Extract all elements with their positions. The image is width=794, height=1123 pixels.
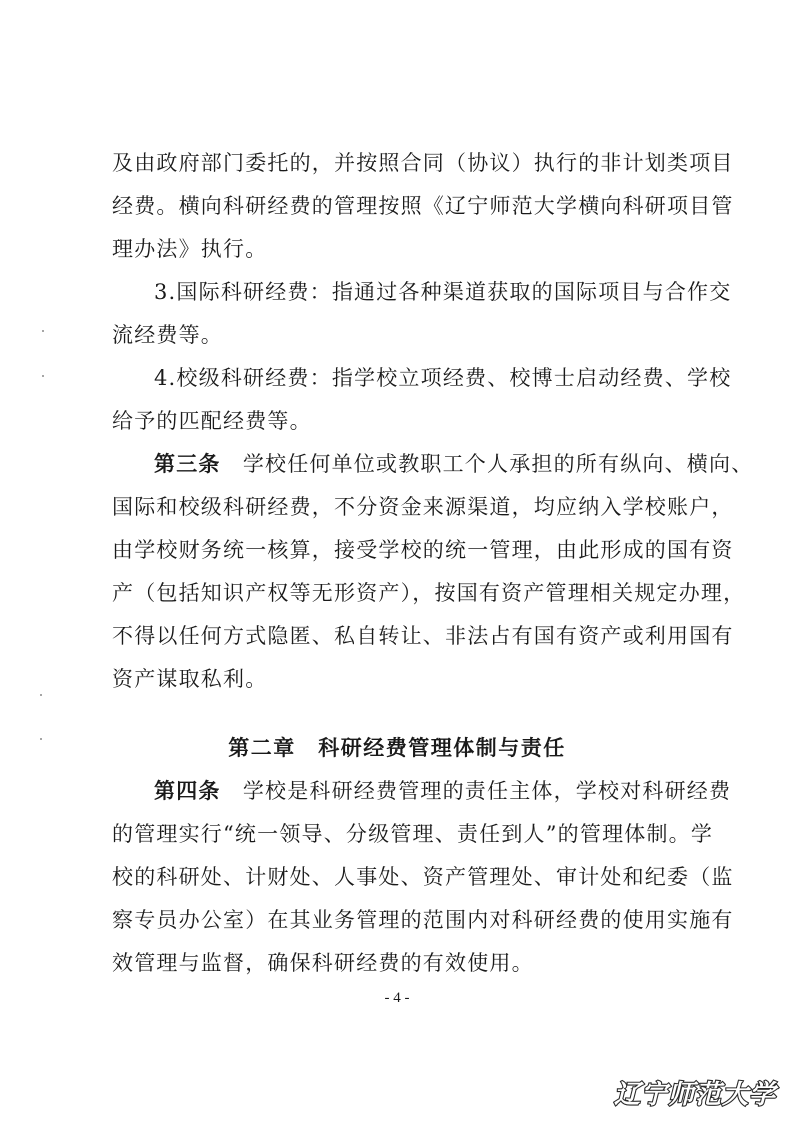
- body-line: 效管理与监督，确保科研经费的有效使用。: [112, 951, 534, 975]
- body-line: 给予的匹配经费等。: [112, 409, 312, 433]
- body-line: 经费。横向科研经费的管理按照《辽宁师范大学横向科研项目管: [112, 194, 734, 218]
- body-line: 流经费等。: [112, 323, 223, 347]
- article-3-text: 学校任何单位或教职工个人承担的所有纵向、横向、: [242, 452, 754, 476]
- scan-speck: [40, 738, 42, 740]
- article-4-first-line: [154, 776, 732, 806]
- body-line: 4.校级科研经费：指学校立项经费、校博士启动经费、学校: [154, 366, 732, 390]
- body-line: 理办法》执行。: [112, 237, 268, 261]
- article-3-heading: 第三条: [154, 451, 221, 476]
- article-4-text: 学校是科研经费管理的责任主体，学校对科研经费: [242, 779, 732, 803]
- chapter-title: 第二章 科研经费管理体制与责任: [228, 735, 566, 760]
- scan-speck: [42, 375, 44, 377]
- body-line: 3.国际科研经费：指通过各种渠道获取的国际项目与合作交: [154, 280, 732, 304]
- page-number: - 4 -: [384, 990, 410, 1006]
- article-3-first-line: [154, 449, 754, 479]
- body-line: 不得以任何方式隐匿、私自转让、非法占有国有资产或利用国有: [112, 624, 734, 648]
- scan-speck: [42, 330, 44, 332]
- watermark-text: 辽宁师范大学: [613, 1080, 776, 1110]
- body-line: 的管理实行“统一领导、分级管理、责任到人”的管理体制。学: [112, 822, 714, 846]
- body-line: 校的科研处、计财处、人事处、资产管理处、审计处和纪委（监: [112, 865, 734, 889]
- article-4-heading: 第四条: [154, 778, 221, 803]
- body-line: 资产谋取私利。: [112, 667, 268, 691]
- body-line: 国际和校级科研经费，不分资金来源渠道，均应纳入学校账户，: [112, 495, 734, 519]
- university-watermark-logo: [580, 1075, 780, 1111]
- scan-speck: [40, 694, 42, 696]
- body-line: 察专员办公室）在其业务管理的范围内对科研经费的使用实施有: [112, 908, 734, 932]
- body-line: 由学校财务统一核算，接受学校的统一管理，由此形成的国有资: [112, 538, 734, 562]
- body-line: 产（包括知识产权等无形资产），按国有资产管理相关规定办理，: [112, 581, 746, 605]
- body-line: 及由政府部门委托的，并按照合同（协议）执行的非计划类项目: [112, 151, 734, 175]
